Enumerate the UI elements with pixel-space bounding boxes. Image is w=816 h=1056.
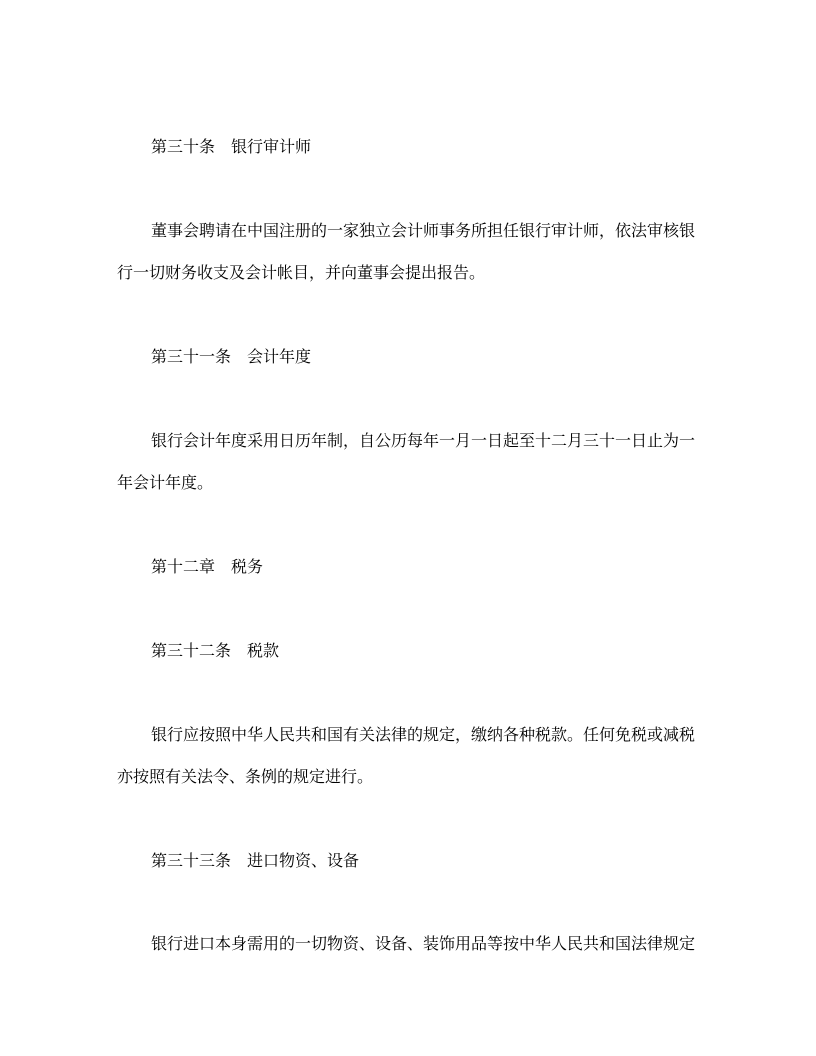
- article-30-body-line-1: 董事会聘请在中国注册的一家独立会计师事务所担任银行审计师，依法审核银: [151, 221, 696, 240]
- article-30-heading: 第三十条 银行审计师: [151, 137, 312, 156]
- article-31-body-line-2: 年会计年度。: [117, 473, 214, 492]
- article-31-heading: 第三十一条 会计年度: [151, 347, 312, 366]
- article-32-body-line-1: 银行应按照中华人民共和国有关法律的规定，缴纳各种税款。任何免税或减税: [151, 725, 696, 744]
- chapter-12-heading: 第十二章 税务: [151, 557, 264, 576]
- article-33-body-line-1: 银行进口本身需用的一切物资、设备、装饰用品等按中华人民共和国法律规定: [151, 934, 696, 953]
- article-32-heading: 第三十二条 税款: [151, 641, 280, 660]
- article-31-body-line-1: 银行会计年度采用日历年制，自公历每年一月一日起至十二月三十一日止为一: [151, 431, 696, 450]
- article-33-heading: 第三十三条 进口物资、设备: [151, 851, 360, 870]
- article-30-body-line-2: 行一切财务收支及会计帐目，并向董事会提出报告。: [117, 263, 486, 282]
- article-32-body-line-2: 亦按照有关法令、条例的规定进行。: [117, 767, 374, 786]
